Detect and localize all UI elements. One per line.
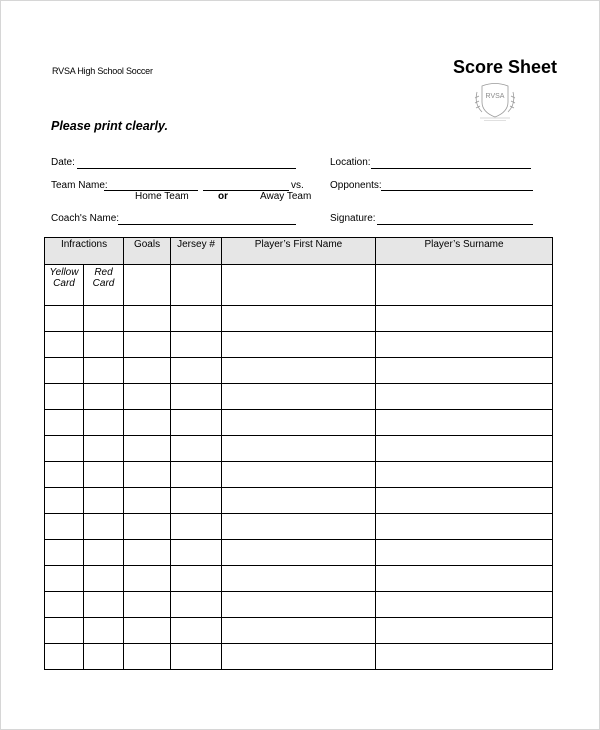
- table-row: [45, 436, 553, 462]
- table-cell[interactable]: [45, 306, 84, 332]
- home-team-caption: Home Team: [135, 191, 189, 202]
- table-cell[interactable]: [171, 540, 222, 566]
- table-cell[interactable]: [124, 436, 171, 462]
- table-cell[interactable]: [45, 384, 84, 410]
- table-cell[interactable]: [171, 566, 222, 592]
- table-cell[interactable]: [124, 514, 171, 540]
- table-row: [45, 592, 553, 618]
- table-cell[interactable]: [376, 358, 553, 384]
- table-cell[interactable]: [171, 384, 222, 410]
- table-cell[interactable]: [171, 306, 222, 332]
- table-cell[interactable]: [45, 540, 84, 566]
- date-field[interactable]: [77, 168, 296, 169]
- table-row: [45, 540, 553, 566]
- date-label: Date:: [51, 157, 75, 168]
- opponents-field[interactable]: [381, 190, 533, 191]
- yellow-card-header: Yellow Card: [45, 265, 84, 306]
- table-cell[interactable]: [124, 592, 171, 618]
- table-cell[interactable]: [222, 462, 376, 488]
- table-cell[interactable]: [222, 358, 376, 384]
- table-cell[interactable]: [84, 384, 124, 410]
- table-row: [45, 306, 553, 332]
- table-cell[interactable]: [222, 644, 376, 670]
- table-cell[interactable]: [222, 566, 376, 592]
- table-cell[interactable]: [124, 462, 171, 488]
- signature-label: Signature:: [330, 213, 376, 224]
- table-cell[interactable]: [124, 384, 171, 410]
- vs-label: vs.: [291, 180, 304, 191]
- table-cell[interactable]: [222, 410, 376, 436]
- table-cell[interactable]: [376, 332, 553, 358]
- surname-header: Player’s Surname: [376, 238, 553, 265]
- table-cell[interactable]: [84, 488, 124, 514]
- table-cell[interactable]: [45, 436, 84, 462]
- score-table: [44, 237, 553, 670]
- table-row: [45, 514, 553, 540]
- table-cell[interactable]: [222, 306, 376, 332]
- table-row: [45, 410, 553, 436]
- table-cell[interactable]: [376, 566, 553, 592]
- rvsa-logo: [472, 82, 518, 122]
- coach-name-label: Coach's Name:: [51, 213, 120, 224]
- table-row: [45, 618, 553, 644]
- table-row: [45, 462, 553, 488]
- table-cell[interactable]: [124, 306, 171, 332]
- table-cell[interactable]: [84, 618, 124, 644]
- table-cell[interactable]: [222, 265, 376, 306]
- team-name-label: Team Name:: [51, 180, 108, 191]
- table-cell[interactable]: [222, 514, 376, 540]
- table-cell[interactable]: [376, 462, 553, 488]
- table-cell[interactable]: [84, 540, 124, 566]
- table-row: [45, 384, 553, 410]
- table-cell[interactable]: [171, 265, 222, 306]
- table-cell[interactable]: [124, 540, 171, 566]
- signature-field[interactable]: [377, 224, 533, 225]
- table-cell[interactable]: [45, 644, 84, 670]
- table-cell[interactable]: [45, 410, 84, 436]
- table-cell[interactable]: [84, 592, 124, 618]
- table-cell[interactable]: [376, 265, 553, 306]
- table-cell[interactable]: [84, 644, 124, 670]
- table-cell[interactable]: [171, 618, 222, 644]
- table-header-row: [45, 238, 553, 265]
- table-cell[interactable]: [84, 436, 124, 462]
- table-row: [45, 332, 553, 358]
- opponents-label: Opponents:: [330, 180, 382, 191]
- table-cell[interactable]: [45, 592, 84, 618]
- table-cell[interactable]: [45, 514, 84, 540]
- print-instruction: Please print clearly.: [51, 119, 168, 133]
- first-name-header: Player’s First Name: [222, 238, 376, 265]
- table-row: [45, 358, 553, 384]
- table-cell[interactable]: [84, 410, 124, 436]
- table-cell[interactable]: [84, 332, 124, 358]
- table-cell[interactable]: [376, 540, 553, 566]
- red-card-header: Red Card: [84, 265, 124, 306]
- coach-name-field[interactable]: [118, 224, 296, 225]
- table-cell[interactable]: [124, 618, 171, 644]
- table-cell[interactable]: [84, 514, 124, 540]
- table-cell[interactable]: [171, 644, 222, 670]
- table-cell[interactable]: [45, 566, 84, 592]
- table-cell[interactable]: [376, 488, 553, 514]
- table-cell[interactable]: [376, 514, 553, 540]
- table-cell[interactable]: [376, 644, 553, 670]
- jersey-header: Jersey #: [171, 238, 222, 265]
- table-cell[interactable]: [171, 488, 222, 514]
- table-cell[interactable]: [124, 566, 171, 592]
- logo-text: RVSA: [485, 93, 505, 100]
- table-cell[interactable]: [124, 358, 171, 384]
- table-cell[interactable]: [376, 384, 553, 410]
- table-cell[interactable]: [376, 592, 553, 618]
- table-cell[interactable]: [222, 384, 376, 410]
- table-row: [45, 488, 553, 514]
- table-cell[interactable]: [45, 462, 84, 488]
- table-cell[interactable]: [45, 618, 84, 644]
- table-cell[interactable]: [222, 592, 376, 618]
- table-cell[interactable]: [84, 358, 124, 384]
- table-body: [45, 306, 553, 670]
- table-cell[interactable]: [171, 592, 222, 618]
- table-cell[interactable]: [222, 436, 376, 462]
- table-cell[interactable]: [222, 332, 376, 358]
- table-cell[interactable]: [124, 410, 171, 436]
- table-cell[interactable]: [124, 488, 171, 514]
- infractions-header: Infractions: [45, 238, 124, 265]
- page-title: Score Sheet: [453, 57, 558, 77]
- table-cell[interactable]: [376, 306, 553, 332]
- table-cell[interactable]: [45, 358, 84, 384]
- table-cell[interactable]: [222, 618, 376, 644]
- table-cell[interactable]: [84, 462, 124, 488]
- or-label: or: [218, 191, 228, 202]
- location-field[interactable]: [371, 168, 531, 169]
- table-cell[interactable]: [222, 540, 376, 566]
- table-subheader-row: [45, 265, 553, 306]
- table-cell[interactable]: [171, 358, 222, 384]
- table-cell[interactable]: [124, 644, 171, 670]
- table-cell[interactable]: [171, 462, 222, 488]
- table-cell[interactable]: [222, 488, 376, 514]
- table-cell[interactable]: [376, 410, 553, 436]
- table-cell[interactable]: [124, 265, 171, 306]
- away-team-caption: Away Team: [260, 191, 312, 202]
- table-cell[interactable]: [376, 436, 553, 462]
- table-cell[interactable]: [376, 618, 553, 644]
- table-row: [45, 566, 553, 592]
- table-cell[interactable]: [84, 566, 124, 592]
- table-cell[interactable]: [171, 514, 222, 540]
- table-row: [45, 644, 553, 670]
- table-cell[interactable]: [171, 332, 222, 358]
- table-cell[interactable]: [171, 410, 222, 436]
- table-cell[interactable]: [84, 306, 124, 332]
- goals-header: Goals: [124, 238, 171, 265]
- table-cell[interactable]: [171, 436, 222, 462]
- table-cell[interactable]: [45, 488, 84, 514]
- location-label: Location:: [330, 157, 371, 168]
- organization-name: RVSA High School Soccer: [52, 66, 153, 76]
- table-cell[interactable]: [124, 332, 171, 358]
- table-cell[interactable]: [45, 332, 84, 358]
